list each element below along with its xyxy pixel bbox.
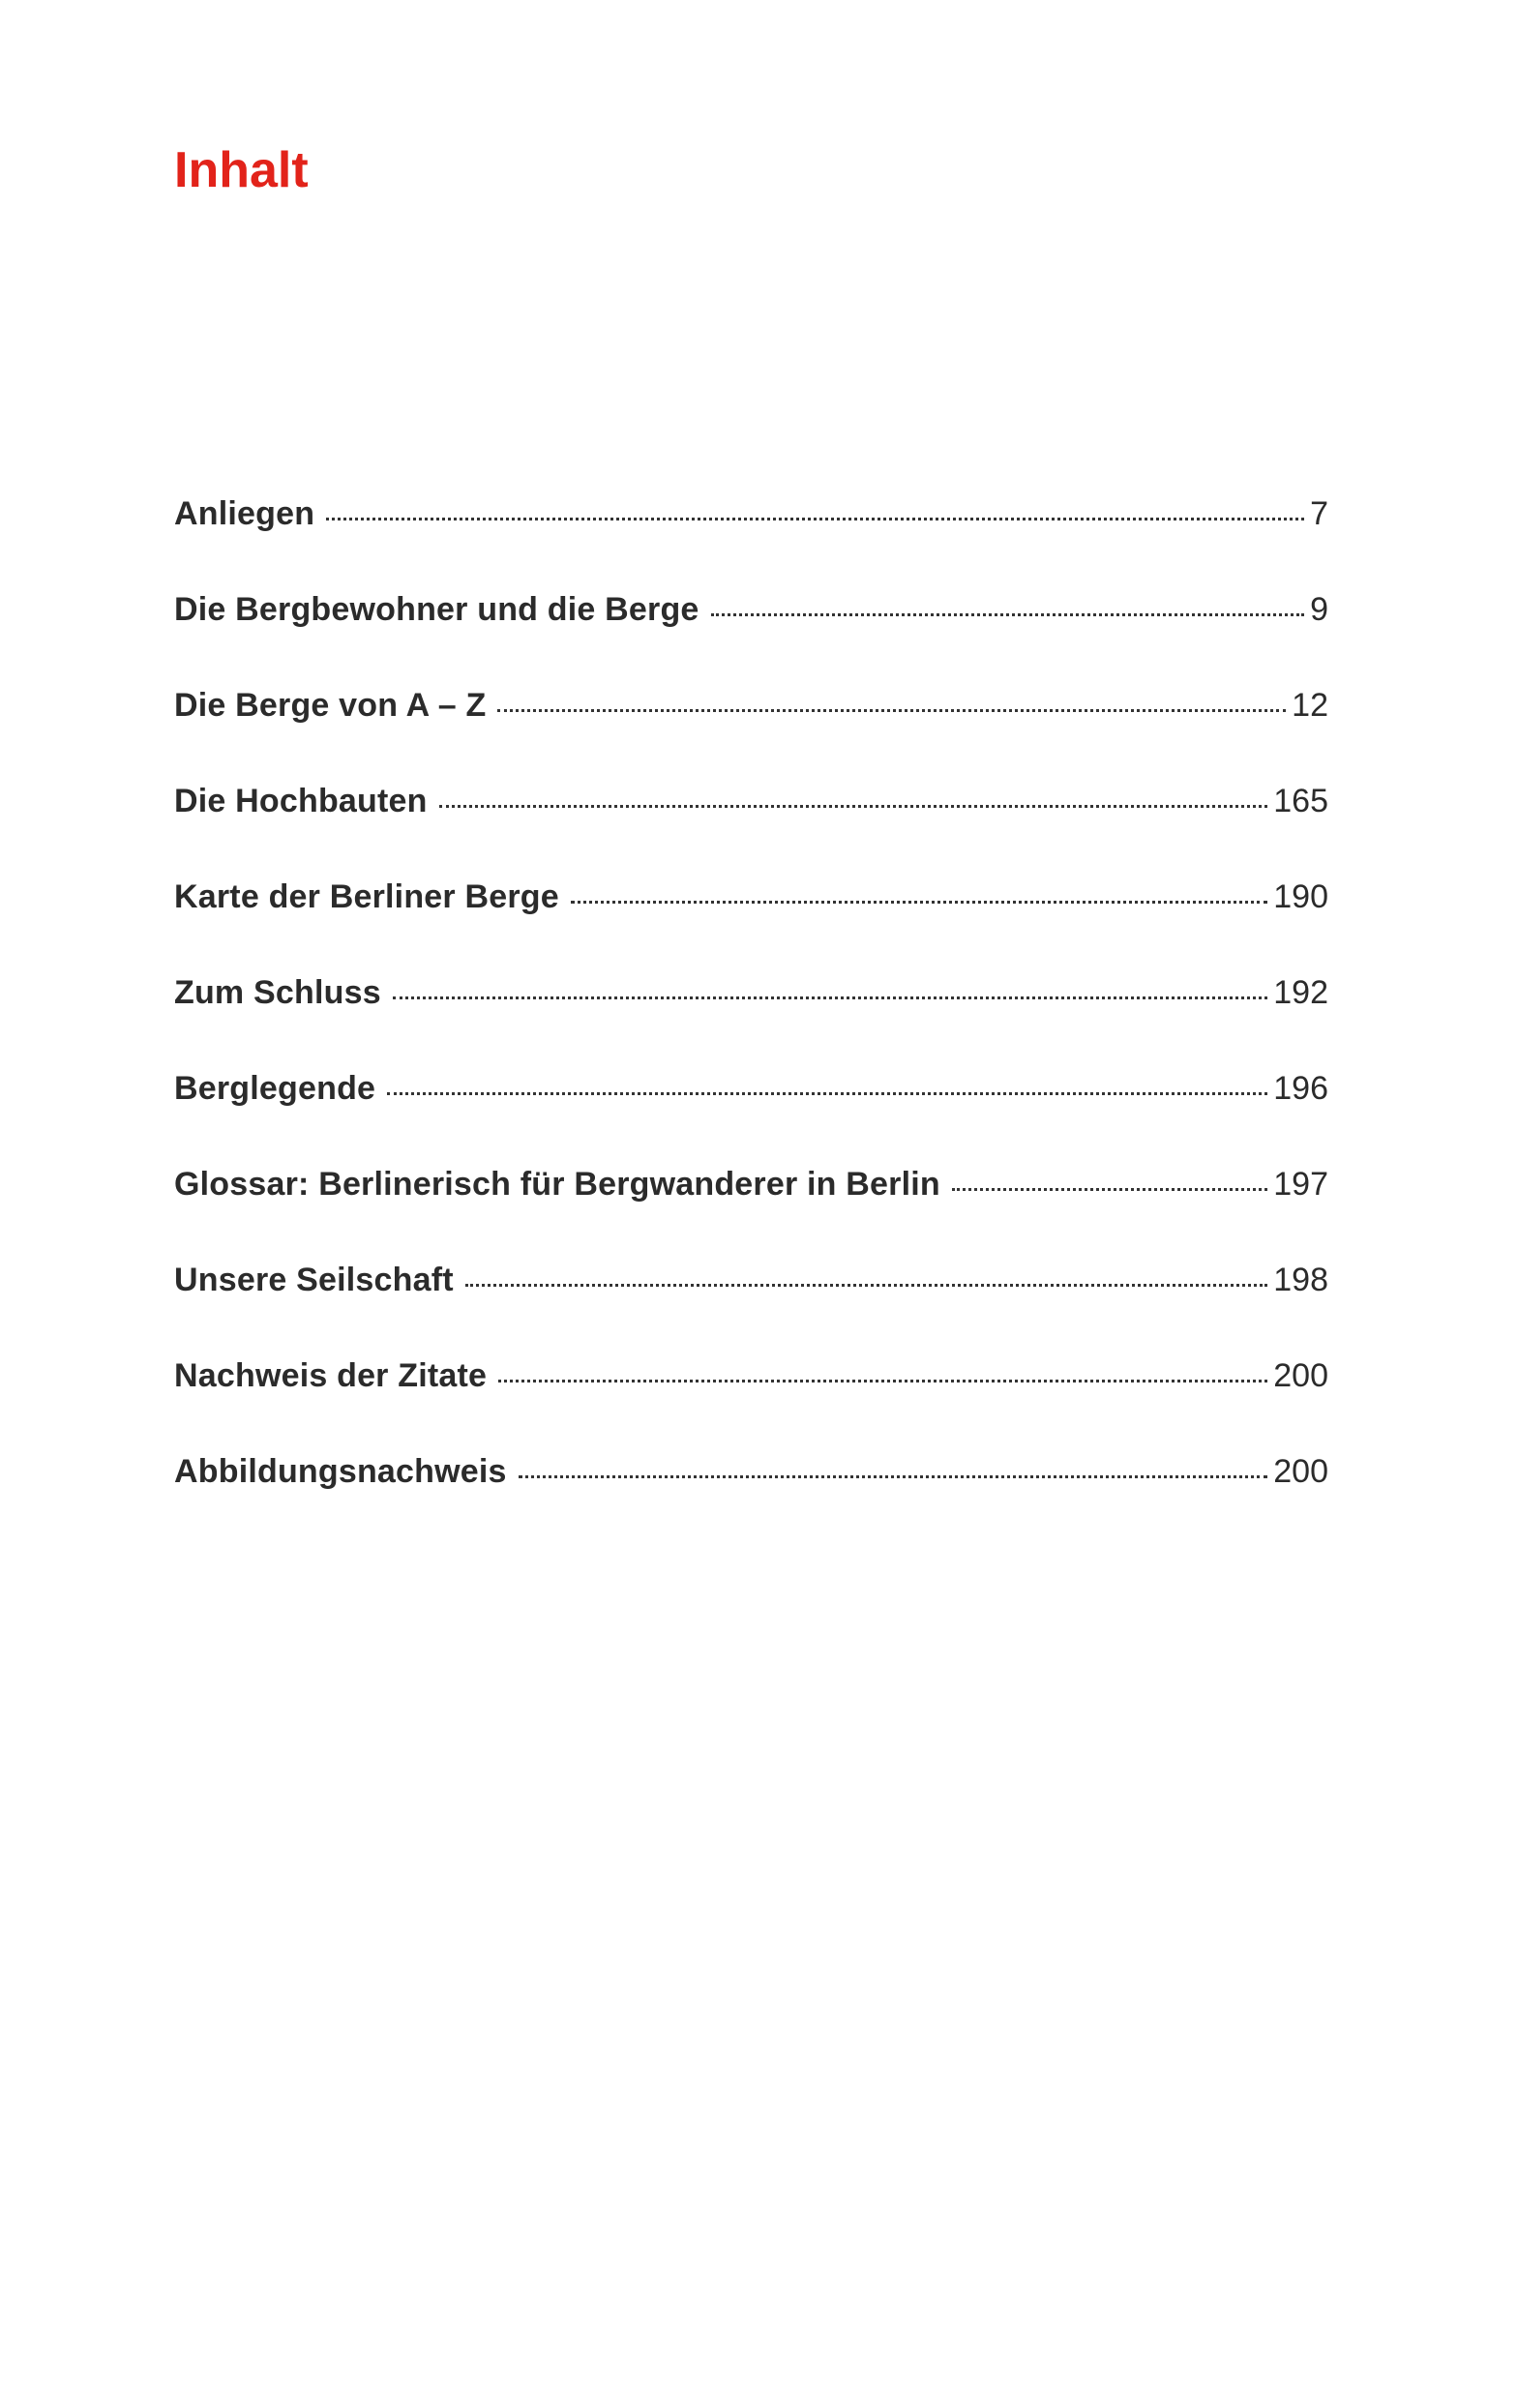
- toc-dot-leader: [439, 805, 1268, 808]
- toc-entry-page: 196: [1273, 1070, 1328, 1107]
- toc-entry-label: Die Bergbewohner und die Berge: [174, 591, 699, 628]
- toc-entry-abbildungsnachweis: [174, 1453, 1328, 1549]
- toc-entry-label: Die Berge von A – Z: [174, 687, 487, 724]
- toc-entry-bergbewohner: [174, 591, 1328, 687]
- toc-entry-zum-schluss: [174, 974, 1328, 1070]
- toc-entry-label: Abbildungsnachweis: [174, 1453, 507, 1490]
- table-of-contents: [174, 495, 1328, 1549]
- toc-entry-hochbauten: [174, 783, 1328, 878]
- toc-entry-berge-a-z: [174, 687, 1328, 783]
- toc-entry-page: 7: [1310, 495, 1328, 532]
- toc-dot-leader: [711, 613, 1305, 616]
- toc-entry-page: 192: [1273, 974, 1328, 1011]
- toc-entry-label: Anliegen: [174, 495, 315, 532]
- toc-entry-zitate: [174, 1357, 1328, 1453]
- toc-entry-seilschaft: [174, 1262, 1328, 1357]
- toc-entry-page: 200: [1273, 1453, 1328, 1490]
- toc-entry-label: Nachweis der Zitate: [174, 1357, 488, 1394]
- toc-entry-page: 190: [1273, 878, 1328, 915]
- toc-entry-page: 197: [1273, 1166, 1328, 1203]
- toc-entry-karte: [174, 878, 1328, 974]
- toc-dot-leader: [393, 996, 1267, 999]
- toc-entry-page: 12: [1292, 687, 1328, 724]
- toc-entry-label: Die Hochbauten: [174, 783, 428, 819]
- toc-entry-label: Unsere Seilschaft: [174, 1262, 454, 1298]
- toc-entry-page: 9: [1310, 591, 1328, 628]
- toc-dot-leader: [465, 1284, 1268, 1287]
- toc-dot-leader: [497, 709, 1286, 712]
- toc-dot-leader: [498, 1380, 1267, 1382]
- toc-entry-berglegende: [174, 1070, 1328, 1166]
- toc-dot-leader: [952, 1188, 1267, 1191]
- toc-entry-glossar: [174, 1166, 1328, 1262]
- toc-entry-anliegen: [174, 495, 1328, 591]
- page-title: Inhalt: [174, 142, 309, 198]
- toc-dot-leader: [387, 1092, 1267, 1095]
- toc-dot-leader: [326, 518, 1304, 520]
- toc-entry-page: 198: [1273, 1262, 1328, 1298]
- toc-entry-label: Berglegende: [174, 1070, 376, 1107]
- toc-entry-label: Zum Schluss: [174, 974, 381, 1011]
- toc-entry-label: Glossar: Berlinerisch für Bergwanderer in Berlin: [174, 1166, 940, 1203]
- toc-entry-page: 200: [1273, 1357, 1328, 1394]
- toc-entry-page: 165: [1273, 783, 1328, 819]
- toc-dot-leader: [571, 901, 1267, 904]
- toc-dot-leader: [519, 1475, 1268, 1478]
- toc-entry-label: Karte der Berliner Berge: [174, 878, 559, 915]
